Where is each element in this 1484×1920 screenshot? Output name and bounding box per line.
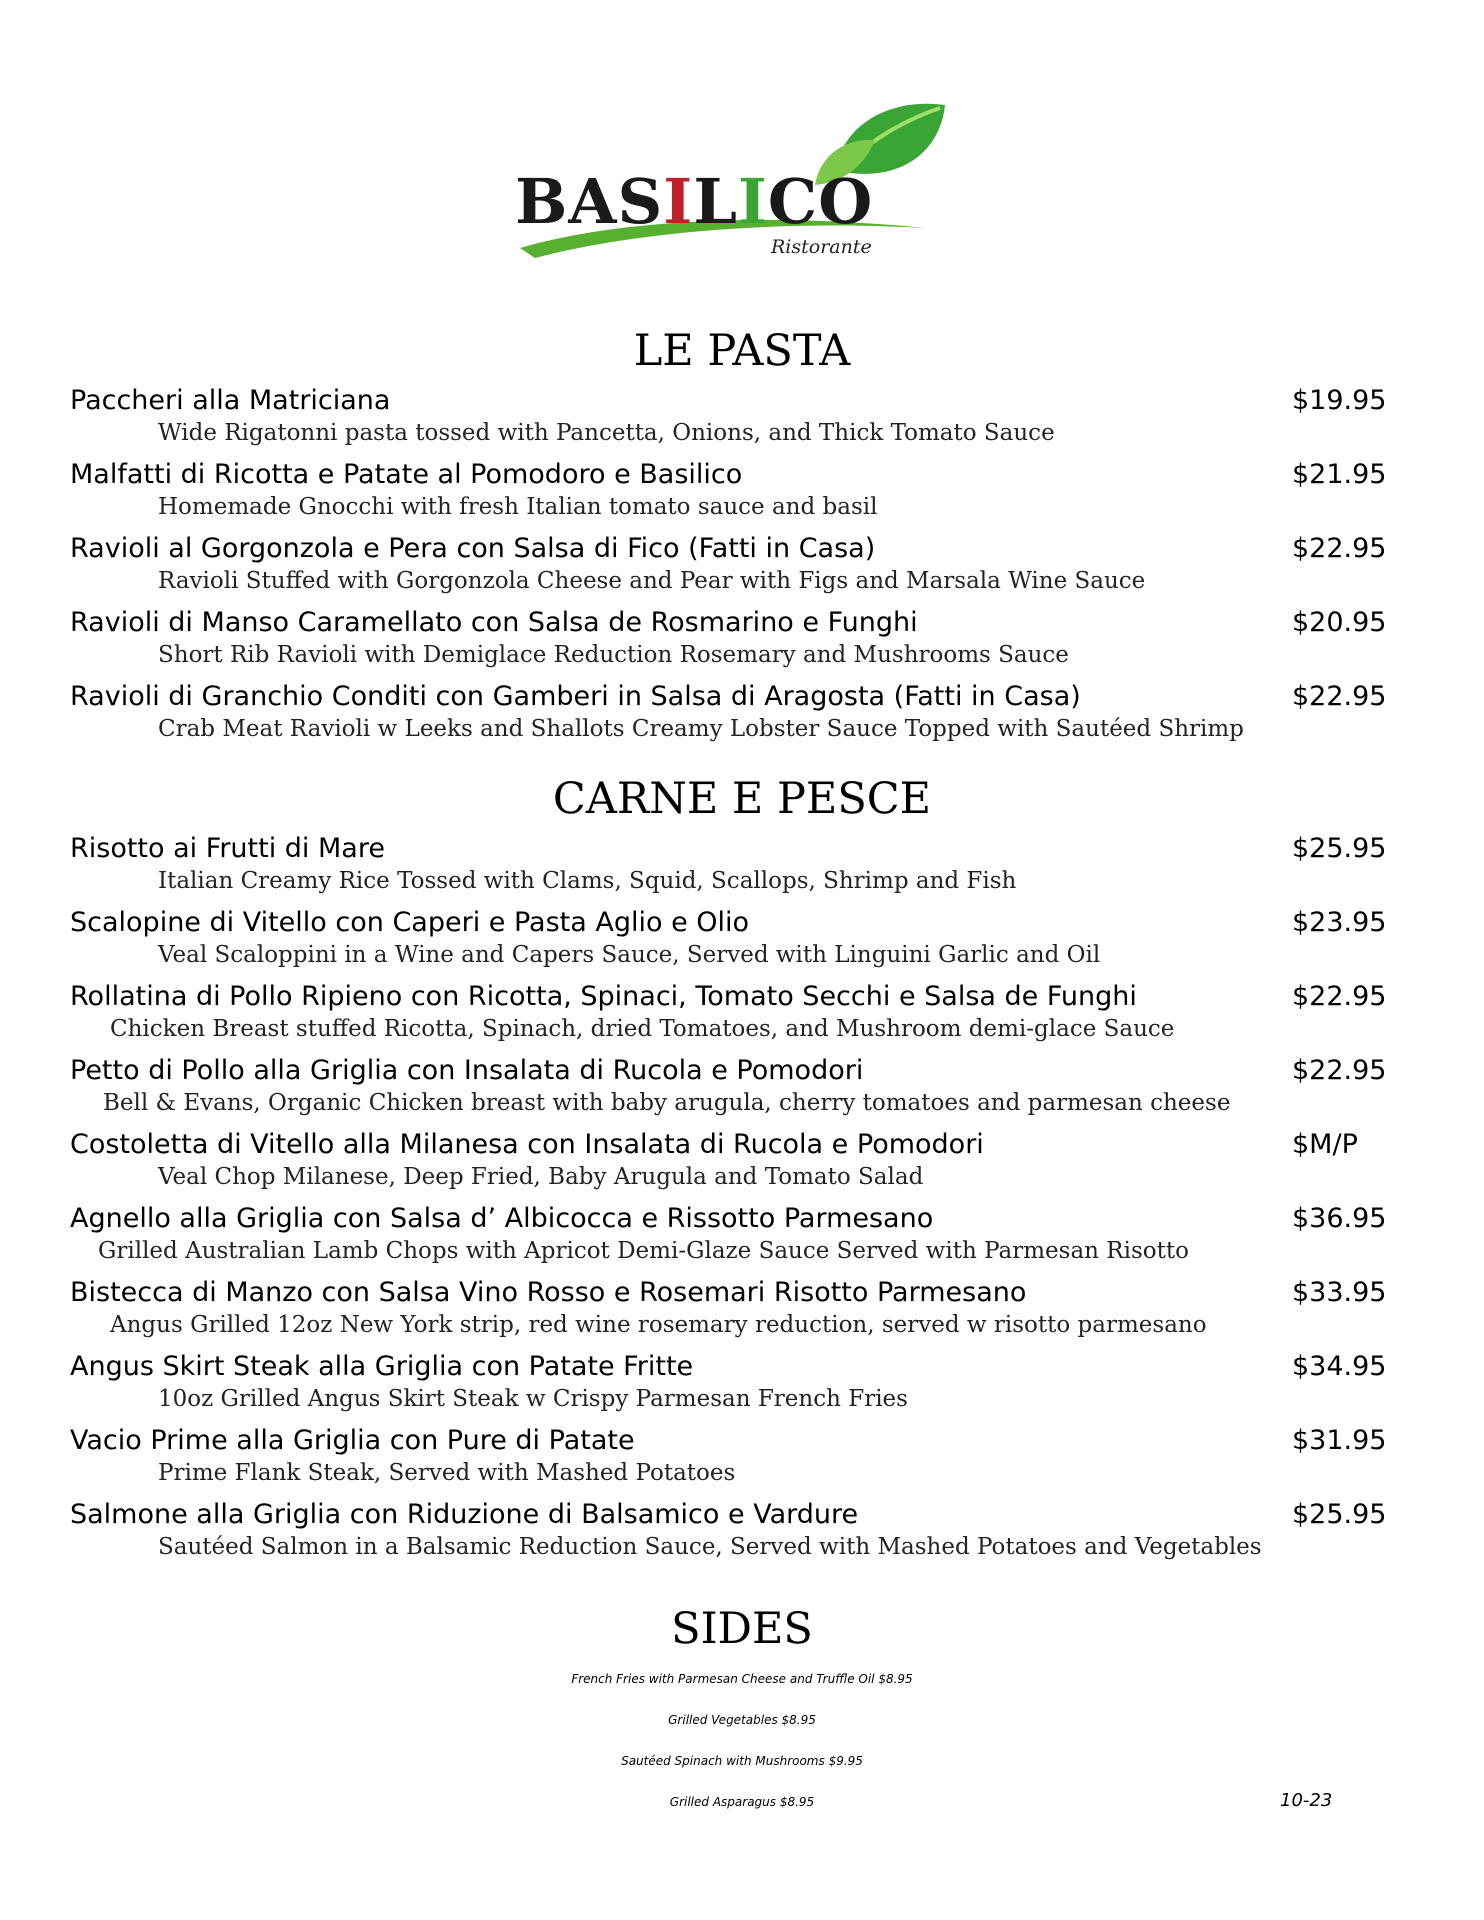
- menu-item-description: 10oz Grilled Angus Skirt Steak w Crispy Parmesan French Fries: [158, 1386, 908, 1412]
- menu-item-price: $20.95: [1292, 607, 1387, 638]
- side-item: Grilled Asparagus $8.95: [669, 1795, 815, 1809]
- menu-item: [70, 1497, 1410, 1571]
- menu-item-price: $M/P: [1292, 1129, 1358, 1160]
- basilico-logo: [515, 100, 955, 270]
- menu-item-description: Crab Meat Ravioli w Leeks and Shallots Creamy Lobster Sauce Topped with Sautéed Shrimp: [158, 716, 1244, 742]
- menu-item-name: Risotto ai Frutti di Mare: [70, 833, 385, 864]
- menu-item-description: Veal Chop Milanese, Deep Fried, Baby Arugula and Tomato Salad: [158, 1164, 924, 1190]
- menu-item-description: Wide Rigatonni pasta tossed with Pancetta, Onions, and Thick Tomato Sauce: [158, 420, 1055, 446]
- menu-item: [70, 831, 1410, 905]
- menu-item-name: Paccheri alla Matriciana: [70, 385, 391, 416]
- menu-item-description: Homemade Gnocchi with fresh Italian tomato sauce and basil: [158, 494, 878, 520]
- section-title-pasta: LE PASTA: [633, 326, 851, 376]
- menu-item-description: Grilled Australian Lamb Chops with Apricot Demi-Glaze Sauce Served with Parmesan Risotto: [98, 1238, 1189, 1264]
- menu-item-description: Bell & Evans, Organic Chicken breast with baby arugula, cherry tomatoes and parmesan cheese: [103, 1090, 1231, 1116]
- section-title-carne: CARNE E PESCE: [552, 774, 932, 824]
- menu-item-description: Prime Flank Steak, Served with Mashed Potatoes: [158, 1460, 736, 1486]
- menu-item-price: $21.95: [1292, 459, 1387, 490]
- menu-item-description: Veal Scaloppini in a Wine and Capers Sauce, Served with Linguini Garlic and Oil: [158, 942, 1101, 968]
- menu-item: [70, 457, 1410, 531]
- menu-item: [70, 905, 1410, 979]
- menu-item-name: Rollatina di Pollo Ripieno con Ricotta, Spinaci, Tomato Secchi e Salsa de Funghi: [70, 981, 1137, 1012]
- logo-text-bas: BAS: [515, 165, 664, 238]
- sides-list: [0, 1659, 1484, 1823]
- menu-item-price: $36.95: [1292, 1203, 1387, 1234]
- menu-item-name: Costoletta di Vitello alla Milanesa con Insalata di Rucola e Pomodori: [70, 1129, 984, 1160]
- menu-item: [70, 531, 1410, 605]
- menu-item-price: $22.95: [1292, 533, 1387, 564]
- menu-item-name: Ravioli di Manso Caramellato con Salsa de Rosmarino e Funghi: [70, 607, 918, 638]
- menu-item: [70, 979, 1410, 1053]
- menu-item-name: Malfatti di Ricotta e Patate al Pomodoro e Basilico: [70, 459, 743, 490]
- menu-item: [70, 1127, 1410, 1201]
- menu-item-name: Petto di Pollo alla Griglia con Insalata di Rucola e Pomodori: [70, 1055, 864, 1086]
- logo-text-co: CO: [767, 165, 874, 238]
- menu-item-name: Ravioli di Granchio Conditi con Gamberi in Salsa di Aragosta (Fatti in Casa): [70, 681, 1081, 712]
- menu-item-price: $23.95: [1292, 907, 1387, 938]
- menu-item: [70, 1349, 1410, 1423]
- menu-item: [70, 1201, 1410, 1275]
- logo-text-l: L: [693, 165, 738, 238]
- menu-item: [70, 383, 1410, 457]
- menu-item-price: $22.95: [1292, 981, 1387, 1012]
- carne-list: [70, 831, 1410, 1571]
- menu-item-name: Scalopine di Vitello con Caperi e Pasta Aglio e Olio: [70, 907, 750, 938]
- logo-text-i1: I: [663, 165, 694, 238]
- menu-item-name: Angus Skirt Steak alla Griglia con Patate Fritte: [70, 1351, 694, 1382]
- menu-item: [70, 679, 1410, 753]
- svg-text:BASILICO: [515, 165, 873, 238]
- menu-item: [70, 1275, 1410, 1349]
- side-item: Sautéed Spinach with Mushrooms $9.95: [621, 1754, 863, 1768]
- logo-graphic: [515, 100, 955, 270]
- menu-version-code: 10-23: [1280, 1790, 1333, 1811]
- menu-item-description: Chicken Breast stuffed Ricotta, Spinach, dried Tomatoes, and Mushroom demi-glace Sauce: [110, 1016, 1175, 1042]
- menu-item-price: $25.95: [1292, 1499, 1387, 1530]
- menu-item-price: $31.95: [1292, 1425, 1387, 1456]
- menu-item-price: $22.95: [1292, 1055, 1387, 1086]
- side-item: Grilled Vegetables $8.95: [668, 1713, 816, 1727]
- menu-item-name: Vacio Prime alla Griglia con Pure di Patate: [70, 1425, 635, 1456]
- menu-item-price: $34.95: [1292, 1351, 1387, 1382]
- logo-text-i2: I: [737, 165, 768, 238]
- menu-item-description: Sautéed Salmon in a Balsamic Reduction Sauce, Served with Mashed Potatoes and Vegetables: [158, 1534, 1262, 1560]
- menu-item-name: Salmone alla Griglia con Riduzione di Balsamico e Vardure: [70, 1499, 859, 1530]
- menu-item: [70, 605, 1410, 679]
- menu-item-price: $19.95: [1292, 385, 1387, 416]
- menu-item: [70, 1423, 1410, 1497]
- pasta-list: [70, 383, 1410, 753]
- menu-item-name: Bistecca di Manzo con Salsa Vino Rosso e Rosemari Risotto Parmesano: [70, 1277, 1027, 1308]
- menu-item-description: Angus Grilled 12oz New York strip, red wine rosemary reduction, served w risotto parmesano: [110, 1312, 1207, 1338]
- menu-item-price: $33.95: [1292, 1277, 1387, 1308]
- menu-item-name: Agnello alla Griglia con Salsa d’ Albicocca e Rissotto Parmesano: [70, 1203, 934, 1234]
- menu-item-price: $25.95: [1292, 833, 1387, 864]
- menu-item-description: Ravioli Stuffed with Gorgonzola Cheese and Pear with Figs and Marsala Wine Sauce: [158, 568, 1146, 594]
- side-item: French Fries with Parmesan Cheese and Truffle Oil $8.95: [571, 1672, 913, 1686]
- section-title-sides: SIDES: [671, 1604, 813, 1654]
- logo-subtitle: Ristorante: [771, 236, 872, 258]
- menu-item-description: Short Rib Ravioli with Demiglace Reduction Rosemary and Mushrooms Sauce: [158, 642, 1069, 668]
- menu-item-price: $22.95: [1292, 681, 1387, 712]
- menu-item: [70, 1053, 1410, 1127]
- menu-item-description: Italian Creamy Rice Tossed with Clams, Squid, Scallops, Shrimp and Fish: [158, 868, 1017, 894]
- menu-item-name: Ravioli al Gorgonzola e Pera con Salsa di Fico (Fatti in Casa): [70, 533, 876, 564]
